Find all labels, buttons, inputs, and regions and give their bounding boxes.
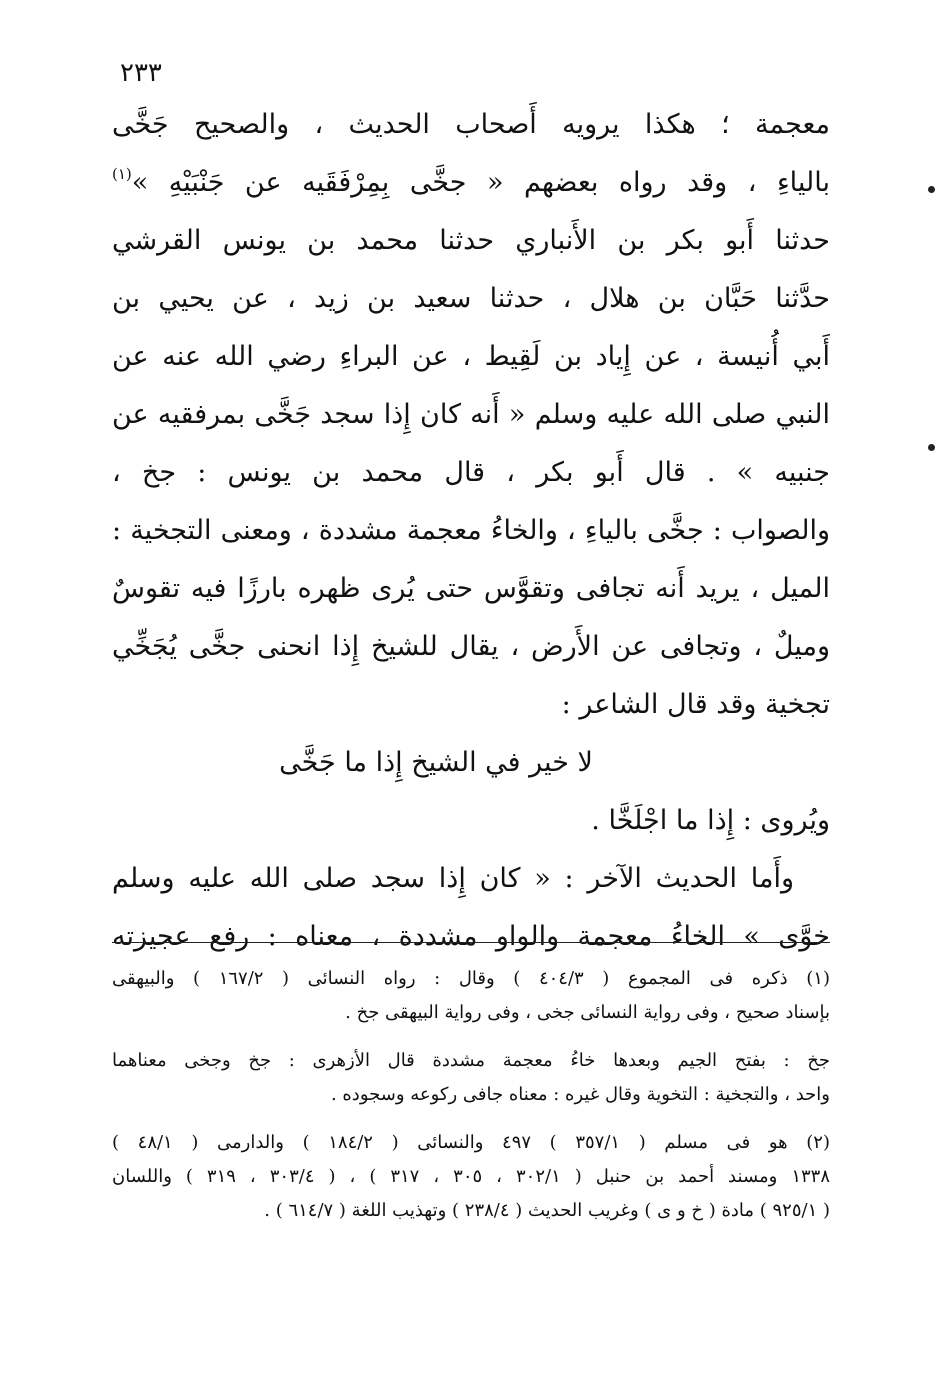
text-line: والصواب : جخَّى بالياءِ ، والخاءُ معجمة مشددة ، ومعنى التجخية :	[112, 515, 830, 546]
footnote-line: جخ : بفتح الجيم وبعدها خاءُ معجمة مشددة قال الأزهرى : جخ وجخى معناهما	[112, 1050, 830, 1071]
footnote-line: (٢) هو فى مسلم ( ٣٥٧/١ ) ٤٩٧ والنسائى ( ١٨٤/٢ ) والدارمى ( ٤٨/١ )	[112, 1132, 830, 1153]
text-line: خوَّى » الخاءُ معجمة والواو مشددة ، معناه : رفع عجيزته	[112, 921, 830, 952]
footnote-line: بإسناد صحيح ، وفى رواية النسائى جخى ، وفى رواية البيهقى جخ .	[345, 1002, 830, 1023]
variant-line: ويُروى : إِذا ما اجْلَخَّا .	[591, 805, 830, 836]
text-line: أَبي أُنيسة ، عن إِياد بن لَقِيط ، عن البراءِ رضي الله عنه عن	[112, 341, 830, 372]
text-line: معجمة ؛ هكذا يرويه أَصحاب الحديث ، والصحيح جَخَّى	[112, 109, 830, 140]
text-line: حدثنا أَبو بكر بن الأَنباري حدثنا محمد بن يونس القرشي	[112, 225, 830, 256]
footnote-line: ( ٩٢٥/١ ) مادة ( خ و ى ) وغريب الحديث ( ٢٣٨/٤ ) وتهذيب اللغة ( ٦١٤/٧ ) .	[264, 1200, 830, 1221]
page-number: ٢٣٣	[120, 58, 162, 88]
margin-dot	[928, 444, 935, 451]
text-line: بالياءِ ، وقد رواه بعضهم « جخَّى بِمِرْفَقَيه عن جَنْبَيْهِ »$^{(١)}$	[112, 165, 830, 198]
margin-dot	[928, 186, 935, 193]
footnote-line: (١) ذكره فى المجموع ( ٤٠٤/٣ ) وقال : رواه النسائى ( ١٦٧/٢ ) والبيهقى	[112, 968, 830, 989]
text-line: الميل ، يريد أَنه تجافى وتقوَّس حتى يُرى ظهره بارزًا فيه تقوسٌ	[112, 573, 830, 604]
footnote-line: ١٣٣٨ ومسند أحمد بن حنبل ( ٣٠٢/١ ، ٣٠٥ ، ٣١٧ ) ، ( ٣٠٣/٤ ، ٣١٩ ) واللسان	[112, 1166, 830, 1187]
poem-verse: لا خير في الشيخ إِذا ما جَخَّى	[279, 747, 593, 778]
footnotes	[112, 962, 830, 1228]
text-line: النبي صلى الله عليه وسلم « أَنه كان إِذا سجد جَخَّى بمرفقيه عن	[112, 399, 830, 430]
footnote-ref: (١)	[112, 165, 132, 183]
footnote-divider	[112, 942, 830, 943]
text-line: وميلٌ ، وتجافى عن الأَرض ، يقال للشيخ إِذا انحنى جخَّى يُجَخِّي	[112, 631, 830, 662]
text-line: حدَّثنا حَبَّان بن هلال ، حدثنا سعيد بن زيد ، عن يحيي بن	[112, 283, 830, 314]
footnote-line: واحد ، والتجخية : التخوية وقال غيره : معناه جافى ركوعه وسجوده .	[330, 1084, 830, 1105]
text-line: جنبيه » . قال أَبو بكر ، قال محمد بن يونس : جخ ،	[112, 457, 830, 488]
text-line: تجخية وقد قال الشاعر :	[561, 689, 830, 720]
main-text	[112, 96, 830, 966]
text-line: وأَما الحديث الآخر : « كان إِذا سجد صلى الله عليه وسلم	[112, 863, 794, 894]
